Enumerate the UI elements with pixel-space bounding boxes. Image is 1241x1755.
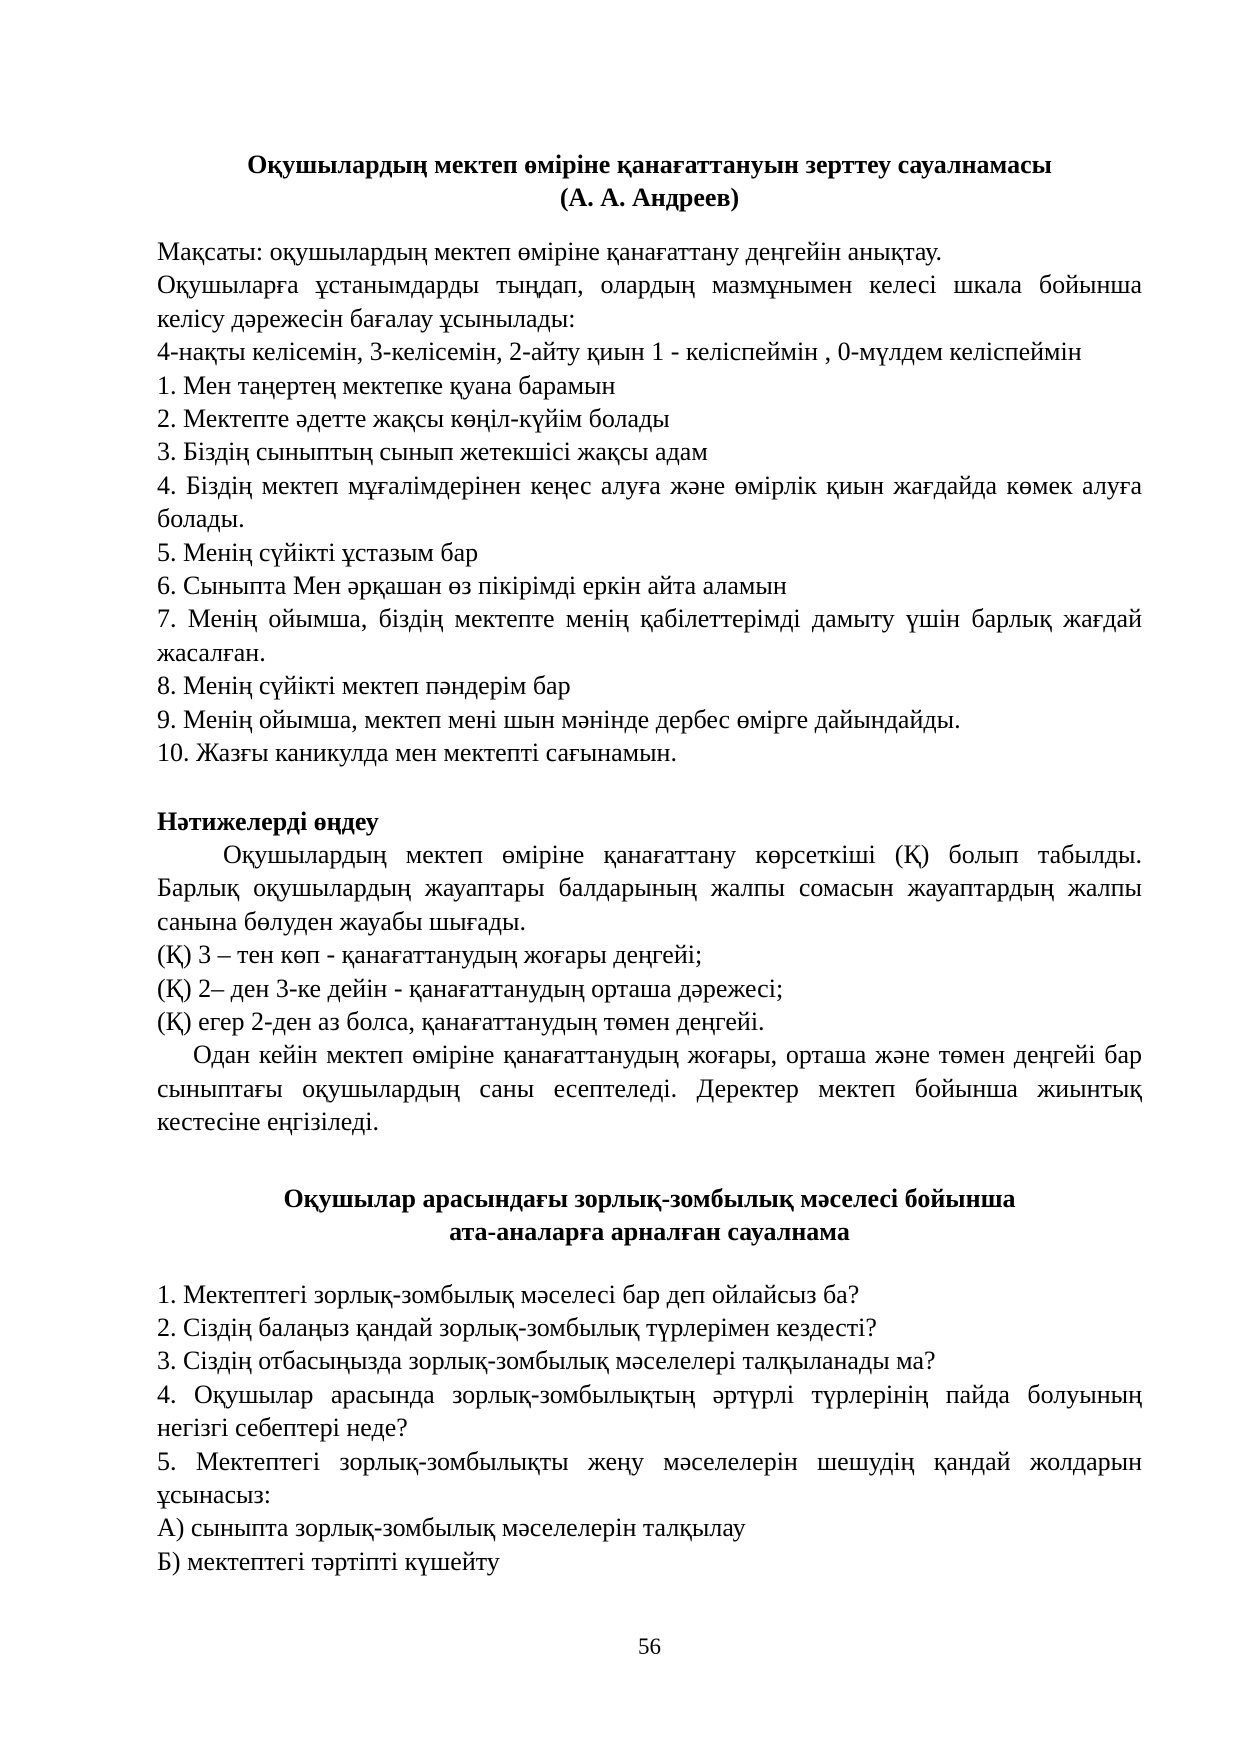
survey1-item-10: 10. Жазғы каникулда мен мектепті сағынамын.: [157, 738, 677, 768]
survey2-item-4: 4. Оқушылар арасында зорлық-зомбылықтың әртүрлі түрлерінің пайда болуының негізгі себептері неде?: [157, 1379, 1142, 1443]
page-content: [157, 0, 1142, 1578]
page-number: 56: [638, 1634, 661, 1659]
survey1-item-8: 8. Менің сүйікті мектеп пәндерім бар: [157, 671, 571, 701]
survey1-instruction: Оқушыларға ұстанымдарды тыңдап, олардың мазмұнымен келесі шкала бойынша келісу дәрежесін бағалау ұсынылады:: [157, 270, 1142, 333]
survey1-item-1: 1. Мен таңертең мектепке қуана барамын: [157, 370, 616, 400]
results-heading: Нәтижелерді өңдеу: [157, 806, 379, 836]
survey1-item-4: 4. Біздің мектеп мұғалімдерінен кеңес алуға және өмірлік қиын жағдайда көмек алуға болады.: [157, 470, 1142, 534]
results-level-medium: (Қ) 2– ден 3-ке дейін - қанағаттанудың орташа дәрежесі;: [157, 973, 784, 1003]
survey1-item-3: 3. Біздің сыныптың сынып жетекшісі жақсы адам: [157, 437, 708, 467]
survey2-title-line1: Оқушылар арасындағы зорлық-зомбылық мәселесі бойынша: [283, 1183, 1016, 1213]
results-level-high: (Қ) 3 – тен көп - қанағаттанудың жоғары деңгейі;: [157, 940, 703, 970]
survey2-items: [157, 1278, 1142, 1579]
survey2-title-block: [157, 1182, 1142, 1248]
survey1-item-7: 7. Менің ойымша, біздің мектепте менің қабілеттерімді дамыту үшін барлық жағдай жасалған.: [157, 604, 1142, 667]
survey1-title: Оқушылардың мектеп өміріне қанағаттануын зерттеу сауалнамасы: [247, 150, 1052, 179]
survey1-item-9: 9. Менің ойымша, мектеп мені шын мәнінде дербес өмірге дайындайды.: [157, 704, 961, 734]
survey2-title-line2: ата-аналарға арналған сауалнама: [449, 1216, 850, 1246]
survey1-item-5: 5. Менің сүйікті ұстазым бар: [157, 537, 479, 567]
survey1-item-2: 2. Мектепте әдетте жақсы көңіл-күйім болады: [157, 404, 670, 434]
survey2-item-5: 5. Мектептегі зорлық-зомбылықты жеңу мәселелерін шешудің қандай жолдарын ұсынасыз:: [157, 1446, 1142, 1509]
survey2-option-a: А) сыныпта зорлық-зомбылық мәселелерін талқылау: [157, 1513, 746, 1543]
survey1-scale: 4-нақты келісемін, 3-келісемін, 2-айту қиын 1 - келіспеймін , 0-мүлдем келіспеймін: [157, 337, 1082, 367]
results-paragraph: Оқушылардың мектеп өміріне қанағаттану көрсеткіші (Қ) болып табылды. Барлық оқушылардың жауаптары балдарының жалпы сомасын жауаптардың жалпы санына бөлуден жауабы шығады.: [157, 839, 1142, 936]
survey1-author: (А. А. Андреев): [559, 183, 740, 212]
survey1-title-block: [157, 0, 1142, 214]
survey2-item-3: 3. Сіздің отбасыңызда зорлық-зомбылық мәселелері талқыланады ма?: [157, 1346, 936, 1376]
results-closing: Одан кейін мектеп өміріне қанағаттанудың жоғары, орташа және төмен деңгейі бар сыныптағы оқушылардың саны есептеледі. Деректер мектеп бойынша жиынтық кестесіне еңгізіледі.: [157, 1040, 1142, 1137]
survey1-item-6: 6. Сыныпта Мен әрқашан өз пікірімді еркін айта аламын: [157, 571, 787, 601]
survey2-option-b: Б) мектептегі тәртіпті күшейту: [157, 1546, 500, 1576]
survey2-item-1: 1. Мектептегі зорлық-зомбылық мәселесі бар деп ойлайсыз ба?: [157, 1279, 860, 1309]
results-level-low: (Қ) егер 2-ден аз болса, қанағаттанудың төмен деңгейі.: [157, 1006, 765, 1036]
survey1-purpose: Мақсаты: оқушылардың мектеп өміріне қанағаттану деңгейін анықтау.: [157, 237, 943, 266]
survey2-item-2: 2. Сіздің балаңыз қандай зорлық-зомбылық түрлерімен кездесті?: [157, 1312, 877, 1342]
